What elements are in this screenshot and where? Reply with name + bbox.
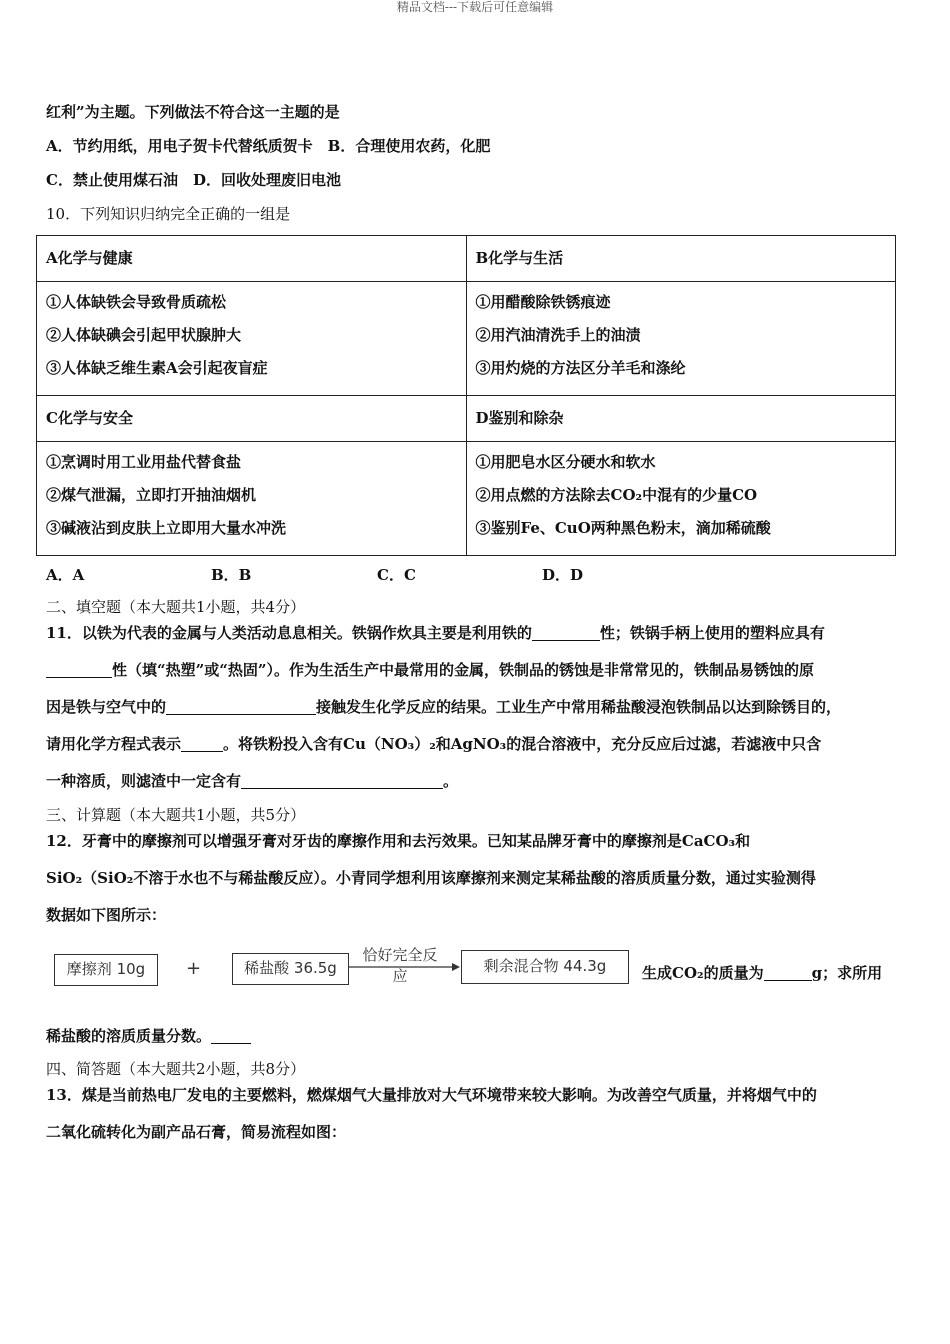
q12-line-5	[46, 1026, 251, 1046]
answer-blank-2[interactable]	[46, 663, 112, 678]
flow-label-bottom: 应	[392, 967, 408, 985]
c-item-1: ①烹调时用工业用盐代替食盐	[46, 453, 242, 471]
q11-text-3a: 因是铁与空气中的	[46, 698, 167, 716]
q11-line-4	[46, 734, 821, 754]
a-item-1: ①人体缺铁会导致骨质疏松	[46, 293, 227, 311]
flow-box-abrasive: 摩擦剂 10g	[54, 954, 158, 986]
flow-label-top: 恰好完全反	[362, 946, 438, 964]
cell-a-items	[37, 282, 467, 396]
cell-c-items	[37, 442, 467, 556]
b-item-1: ①用醋酸除铁锈痕迹	[475, 293, 611, 311]
answer-blank-3[interactable]	[166, 700, 316, 715]
q12-tail-a: 生成CO₂的质量为	[642, 964, 764, 982]
q13-line-2: 二氧化硫转化为副产品石膏，简易流程如图：	[46, 1123, 347, 1141]
q10-option-a: A．A	[46, 566, 85, 584]
section-4-title: 四、简答题（本大题共2小题，共8分）	[46, 1060, 306, 1078]
q11-line-3	[46, 697, 841, 717]
flow-box-acid: 稀盐酸 36.5g	[232, 953, 349, 985]
cell-d-items	[466, 442, 896, 556]
b-item-3: ③用灼烧的方法区分羊毛和涤纶	[475, 359, 686, 377]
q12-tail	[642, 963, 882, 983]
answer-blank-5[interactable]	[241, 774, 443, 789]
q11-text-4b: 。将铁粉投入含有Cu（NO₃）₂和AgNO₃的混合溶液中，充分反应后过滤，若滤液中只含	[223, 735, 822, 753]
knowledge-table	[36, 235, 896, 556]
q11-text-1b: 性；铁锅手柄上使用的塑料应具有	[599, 624, 825, 642]
q11-text-5b: 。	[443, 772, 459, 790]
q11-text-2: 性（填“热塑”或“热固”）。作为生活生产中最常用的金属，铁制品的锈蚀是非常常见的，铁制品易锈蚀的原	[112, 661, 815, 679]
d-item-1: ①用肥皂水区分硬水和软水	[475, 453, 656, 471]
q11-line-1	[46, 623, 825, 643]
d-item-2: ②用点燃的方法除去CO₂中混有的少量CO	[475, 486, 758, 504]
q10-option-b: B．B	[211, 566, 252, 584]
c-item-3: ③碱液沾到皮肤上立即用大量水冲洗	[46, 519, 287, 537]
q9-stem: 红利”为主题。下列做法不符合这一主题的是	[46, 103, 340, 121]
b-item-2: ②用汽油清洗手上的油渍	[475, 326, 641, 344]
q12-line-1: 12．牙膏中的摩擦剂可以增强牙膏对牙齿的摩擦作用和去污效果。已知某品牌牙膏中的摩擦剂是CaCO₃和	[46, 832, 751, 850]
cell-c-title: C化学与安全	[37, 396, 467, 442]
q12-line-2: SiO₂（SiO₂不溶于水也不与稀盐酸反应）。小青同学想利用该摩擦剂来测定某稀盐酸的溶质质量分数，通过实验测得	[46, 869, 816, 887]
q11-text-1a: 11．以铁为代表的金属与人类活动息息相关。铁锅作炊具主要是利用铁的	[46, 624, 532, 642]
q12-text-5: 稀盐酸的溶质质量分数。	[46, 1027, 212, 1045]
q11-text-4a: 请用化学方程式表示	[46, 735, 182, 753]
q13-line-1: 13．煤是当前热电厂发电的主要燃料，燃煤烟气大量排放对大气环境带来较大影响。为改善空气质量，并将烟气中的	[46, 1086, 817, 1104]
q9-options-ab: A．节约用纸，用电子贺卡代替纸质贺卡 B．合理使用农药，化肥	[46, 137, 491, 155]
q11-text-3b: 接触发生化学反应的结果。工业生产中常用稀盐酸浸泡铁制品以达到除锈目的，	[316, 698, 842, 716]
q10-option-c: C．C	[377, 566, 416, 584]
q11-line-5	[46, 771, 458, 791]
q9-options-cd: C．禁止使用煤石油 D．回收处理废旧电池	[46, 171, 341, 189]
flow-plus: +	[186, 958, 202, 979]
a-item-2: ②人体缺碘会引起甲状腺肿大	[46, 326, 242, 344]
c-item-2: ②煤气泄漏，立即打开抽油烟机	[46, 486, 257, 504]
answer-blank-4[interactable]	[181, 737, 223, 752]
answer-blank-1[interactable]	[532, 626, 600, 641]
cell-a-title: A化学与健康	[37, 236, 467, 282]
q11-text-5a: 一种溶质，则滤渣中一定含有	[46, 772, 242, 790]
q11-line-2	[46, 660, 814, 680]
cell-b-items	[466, 282, 896, 396]
page-header: 精品文档---下载后可任意编辑	[396, 0, 554, 14]
answer-blank-co2[interactable]	[764, 966, 812, 981]
q10-stem: 10．下列知识归纳完全正确的一组是	[46, 205, 291, 223]
q12-tail-b: g；求所用	[811, 964, 883, 982]
flow-arrow	[349, 960, 461, 974]
answer-blank-percent[interactable]	[211, 1029, 251, 1044]
section-2-title: 二、填空题（本大题共1小题，共4分）	[46, 598, 306, 616]
cell-d-title: D鉴别和除杂	[466, 396, 896, 442]
section-3-title: 三、计算题（本大题共1小题，共5分）	[46, 806, 306, 824]
q10-option-d: D．D	[542, 566, 584, 584]
cell-b-title: B化学与生活	[466, 236, 896, 282]
flow-box-remaining: 剩余混合物 44.3g	[461, 950, 629, 984]
d-item-3: ③鉴别Fe、CuO两种黑色粉末，滴加稀硫酸	[475, 519, 771, 537]
a-item-3: ③人体缺乏维生素A会引起夜盲症	[46, 359, 268, 377]
q12-line-3: 数据如下图所示：	[46, 906, 167, 924]
